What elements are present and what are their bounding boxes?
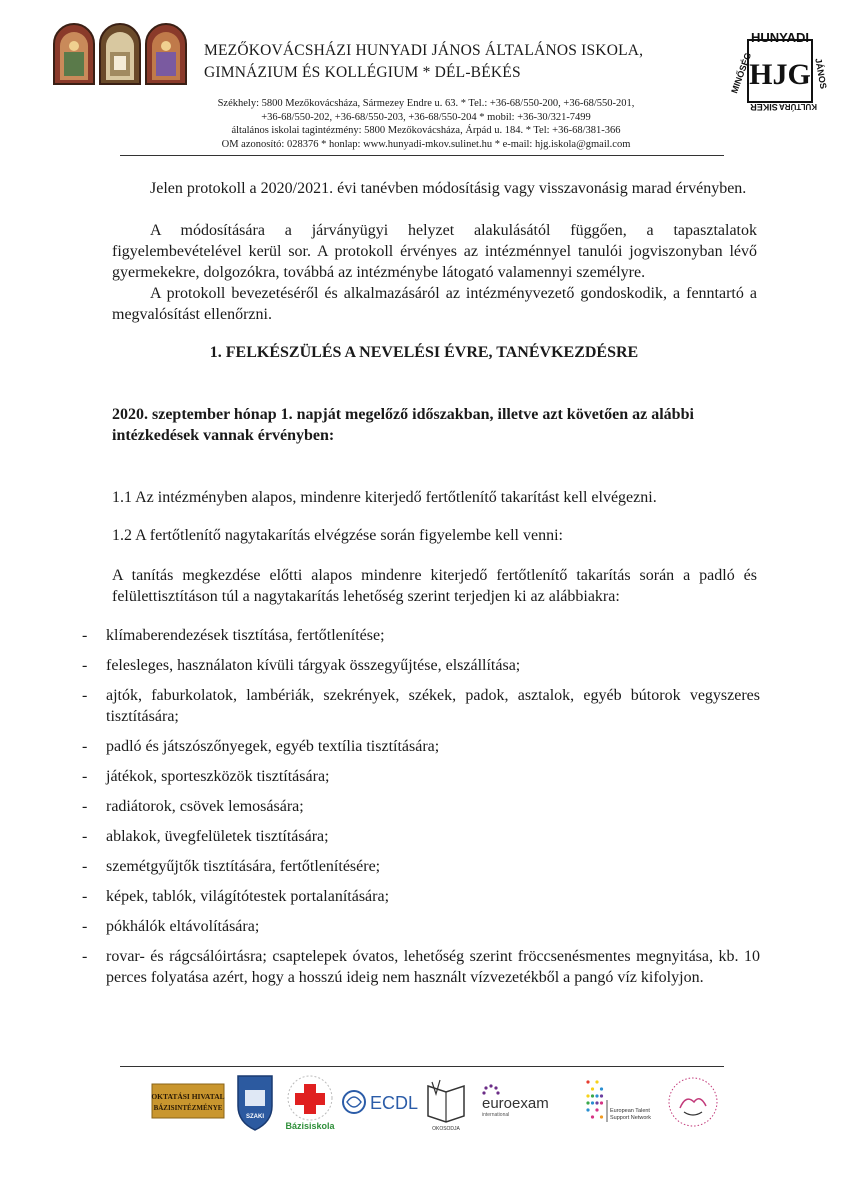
bullet-dash: - (82, 768, 88, 785)
section-subheading: 2020. szeptember hónap 1. napját megelőző időszakban, illetve azt követően az alábbi intézkedések vannak érvényben: (112, 406, 694, 444)
talent-dot (595, 1101, 598, 1104)
bullet-dash: - (82, 918, 88, 935)
list-item-text: rovar- és rágcsálóirtásra; csaptelepek óvatos, lehetőség szerint fröccsenésmentes megnyitása, kb. 10 perces folyatása azért, hogy a hosszú ideig nem használt vízvezetékből a pangó víz kifolyjon. (106, 948, 760, 986)
cleaning-description: A tanítás megkezdése előtti alapos mindenre kiterjedő fertőtlenítő takarítás során a padló és felülettisztításon túl a nagytakarítás lehetőség szerint terjedjen ki az alábbiakra: (112, 567, 757, 605)
stamp-bottom-right-text: KULTÚRA (778, 102, 818, 111)
bullet-dash: - (82, 657, 88, 674)
talent-dot (600, 1087, 603, 1090)
talent-line2: Support Network (610, 1115, 651, 1121)
intro-paragraph-1: Jelen protokoll a 2020/2021. évi tanévben módosításig vagy visszavonásig marad érvényben. (150, 180, 747, 197)
intro-paragraph-3: A protokoll bevezetéséről és alkalmazásáról az intézményvezető gondoskodik, a fenntartó a megvalósítást ellenőrzni. (112, 285, 757, 323)
bullet-dash: - (82, 798, 88, 815)
school-name-line2: GIMNÁZIUM ÉS KOLLÉGIUM * DÉL-BÉKÉS (204, 64, 521, 81)
talent-dot (591, 1101, 594, 1104)
talent-dot (600, 1101, 603, 1104)
list-item-text: játékok, sporteszközök tisztítására; (106, 768, 330, 785)
bullet-dash: - (82, 858, 88, 875)
cleaning-task-list (82, 625, 760, 997)
list-item-text: pókhálók eltávolítására; (106, 918, 260, 935)
school-name-line1: MEZŐKOVÁCSHÁZI HUNYADI JÁNOS ÁLTALÁNOS ISKOLA, (204, 42, 644, 59)
talent-dot (591, 1115, 594, 1118)
list-item (82, 946, 760, 988)
item-1-2: 1.2 A fertőtlenítő nagytakarítás elvégzése során figyelembe kell venni: (112, 527, 563, 544)
ecdl-logo (343, 1091, 418, 1113)
talent-dot (595, 1094, 598, 1097)
shield-text: SZAKI (246, 1114, 264, 1120)
hands-circle-logo (669, 1078, 717, 1126)
talent-dot (595, 1108, 598, 1111)
school-contact-info (186, 97, 666, 151)
euroexam-text: euroexam (482, 1095, 549, 1112)
contact-line3: általános iskolai tagintézmény: 5800 Mezőkovácsháza, Árpád u. 184. * Tel: +36-68/381-366 (231, 125, 621, 137)
list-item (82, 625, 760, 646)
footer-logos (148, 1072, 728, 1132)
school-name (204, 40, 724, 84)
list-item-text: padló és játszószőnyegek, egyéb textília tisztítására; (106, 738, 440, 755)
list-item (82, 796, 760, 817)
list-item-text: klímaberendezések tisztítása, fertőtlenítése; (106, 627, 385, 644)
talent-dot (586, 1101, 589, 1104)
section-heading: 1. FELKÉSZÜLÉS A NEVELÉSI ÉVRE, TANÉVKEZDÉSRE (209, 344, 639, 361)
talent-dot (595, 1080, 598, 1083)
bullet-dash: - (82, 738, 88, 755)
oh-line1: OKTATÁSI HIVATAL (151, 1092, 225, 1101)
talent-dot (586, 1094, 589, 1097)
euroexam-sub: international (482, 1112, 510, 1118)
footer-divider (120, 1066, 724, 1067)
list-item-text: radiátorok, csövek lemosására; (106, 798, 304, 815)
stamp-bottom-left-text: SIKER (750, 102, 778, 112)
contact-line2: +36-68/550-202, +36-68/550-203, +36-68/550-204 * mobil: +36-30/321-7499 (261, 111, 591, 123)
oktatasi-hivatal-logo (151, 1084, 224, 1118)
intro-paragraph-2: A módosítására a járványügyi helyzet alakulásától függően, a tapasztalatok figyelembevételével kerül sor. A protokoll érvényes az intézménnyel tanulói jogviszonyban lévő gyermekekre, dolgozókra, továbbá az intézménybe látogató valamennyi személyre. (112, 222, 757, 281)
header-stained-glass-images (52, 22, 190, 86)
euroexam-logo (482, 1084, 549, 1118)
list-item (82, 886, 760, 907)
list-item (82, 856, 760, 877)
list-item-text: ajtók, faburkolatok, lambériák, szekrények, székek, padok, asztalok, egyéb bútorok vegyszeres tisztítására; (106, 687, 760, 725)
european-talent-logo (586, 1080, 603, 1118)
bullet-dash: - (82, 888, 88, 905)
talent-dot (600, 1094, 603, 1097)
ecdl-text: ECDL (370, 1093, 419, 1113)
bullet-dash: - (82, 687, 88, 704)
bazis-text: Bázisiskola (285, 1121, 335, 1131)
stamp-right-text: JÁNOS (813, 57, 829, 90)
list-item-text: felesleges, használaton kívüli tárgyak összegyűjtése, elszállítása; (106, 657, 521, 674)
bullet-dash: - (82, 627, 88, 644)
list-item-text: ablakok, üvegfelületek tisztítására; (106, 828, 329, 845)
talent-line1: European Talent (610, 1108, 650, 1114)
talent-dot (591, 1087, 594, 1090)
list-item (82, 916, 760, 937)
stamp-monogram: HJG (749, 58, 811, 91)
okosodja-logo (428, 1080, 464, 1132)
talent-dot (586, 1108, 589, 1111)
bullet-dash: - (82, 828, 88, 845)
stamp-top-text: HUNYADI (750, 30, 810, 45)
list-item (82, 685, 760, 727)
shield-logo (238, 1076, 272, 1130)
item-1-1: 1.1 Az intézményben alapos, mindenre kiterjedő fertőtlenítő takarítást kell elvégezni. (112, 489, 657, 506)
talent-dot (591, 1094, 594, 1097)
talent-dot (600, 1115, 603, 1118)
talent-dot (586, 1080, 589, 1083)
list-item (82, 766, 760, 787)
list-item (82, 655, 760, 676)
bullet-dash: - (82, 948, 88, 965)
okosodja-text: OKOSODJA (432, 1126, 460, 1132)
list-item-text: szemétgyűjtők tisztítására, fertőtlenítésére; (106, 858, 381, 875)
oh-line2: BÁZISINTÉZMÉNYE (153, 1104, 223, 1112)
bazisiskola-logo (285, 1076, 335, 1131)
header-divider (120, 155, 724, 156)
list-item (82, 736, 760, 757)
contact-line1: Székhely: 5800 Mezőkovácsháza, Sármezey Endre u. 63. * Tel.: +36-68/550-200, +36-68/550-201, (217, 98, 635, 109)
stamp-left-text: MINŐSÉG (729, 51, 754, 95)
contact-line4: OM azonosító: 028376 * honlap: www.hunyadi-mkov.sulinet.hu * e-mail: hjg.iskola@gmail.com (221, 138, 631, 150)
list-item (82, 826, 760, 847)
list-item-text: képek, tablók, világítótestek portalanítására; (106, 888, 390, 905)
quality-stamp-logo (729, 30, 829, 112)
